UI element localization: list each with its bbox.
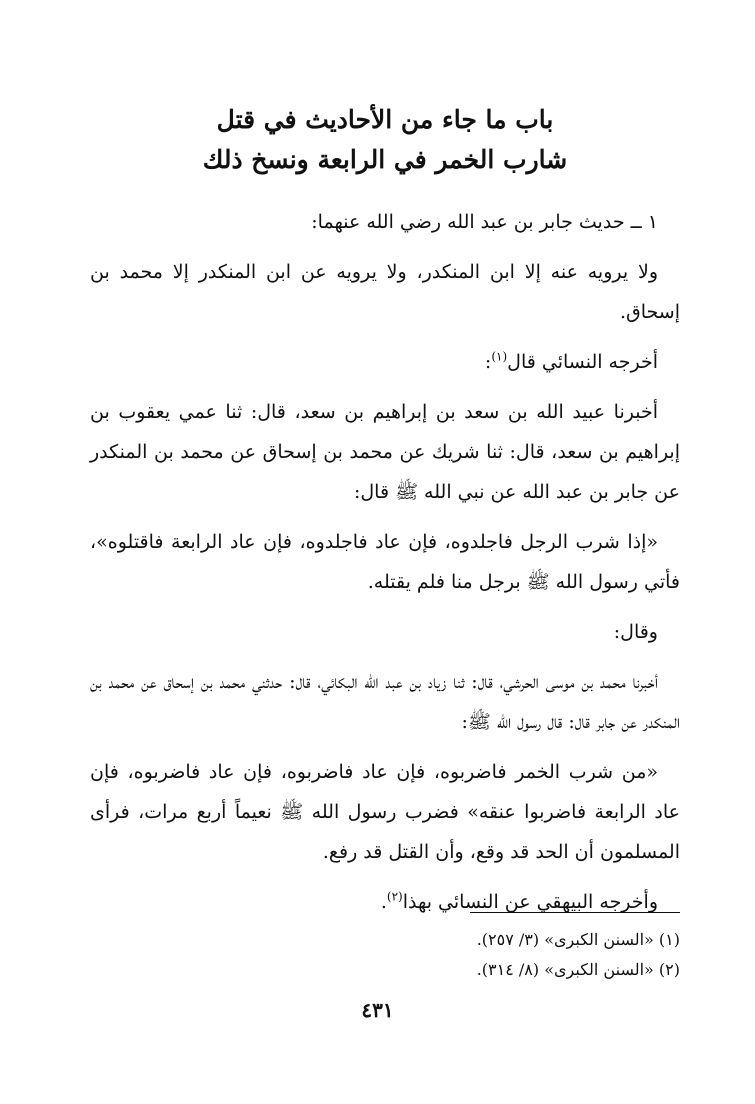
and-said: وقال: xyxy=(613,621,658,643)
footnotes xyxy=(280,925,680,985)
page-content xyxy=(90,100,680,932)
hadith-text-2: «من شرب الخمر فاضربوه، فإن عاد فاضربوه، فإن عاد فاضربوه، فإن عاد الرابعة فاضربوا عنقه» فضرب رسول الله ﷺ نعيماً أربع مرات، فرأى المسلمون أن الحد قد وقع، وأن القتل قد رفع. xyxy=(90,761,680,863)
nasai-intro xyxy=(90,342,680,382)
bayhaqi-note-end: . xyxy=(380,891,387,913)
chapter-title xyxy=(90,100,680,180)
footnote-ref-2: (٢) xyxy=(386,889,403,904)
chapter-title-line-2: شارب الخمر في الرابعة ونسخ ذلك xyxy=(202,145,568,174)
isnad-2: أخبرنا محمد بن موسى الحرشي، قال: ثنا زياد بن عبد الله البكائي، قال: حدثني محمد بن إسحاق عن محمد بن المنكدر عن جابر قال: قال رسول الله ﷺ: xyxy=(90,671,680,733)
narration-note: ولا يرويه عنه إلا ابن المنكدر، ولا يرويه عن ابن المنكدر إلا محمد بن إسحاق. xyxy=(90,261,680,323)
nasai-intro-text: أخرجه النسائي قال xyxy=(507,351,658,373)
page-number: ٤٣١ xyxy=(361,998,394,1022)
footnote-2: (٢) «السنن الكبرى» (٨/ ٣١٤). xyxy=(476,960,680,979)
bayhaqi-note-text: وأخرجه البيهقي عن النسائي بهذا xyxy=(402,891,658,913)
footnote-ref-1: (١) xyxy=(491,349,508,364)
isnad-1: أخبرنا عبيد الله بن سعد بن إبراهيم بن سعد، قال: ثنا عمي يعقوب بن إبراهيم بن سعد، قال: ثنا شريك عن محمد بن إسحاق عن محمد بن المنكدر عن جابر بن عبد الله عن نبي الله ﷺ قال: xyxy=(90,401,680,503)
bayhaqi-note xyxy=(90,882,680,922)
hadith-text-1: «إذا شرب الرجل فاجلدوه، فإن عاد فاجلدوه، فإن عاد الرابعة فاقتلوه»، فأتي رسول الله ﷺ برجل منا فلم يقتله. xyxy=(90,531,680,593)
hadith-heading: ١ ــ حديث جابر بن عبد الله رضي الله عنهما: xyxy=(311,211,658,233)
footnote-1: (١) «السنن الكبرى» (٣/ ٢٥٧). xyxy=(476,930,680,949)
chapter-title-line-1: باب ما جاء من الأحاديث في قتل xyxy=(216,105,554,134)
footnote-divider xyxy=(470,912,680,913)
nasai-intro-colon: : xyxy=(484,351,492,373)
